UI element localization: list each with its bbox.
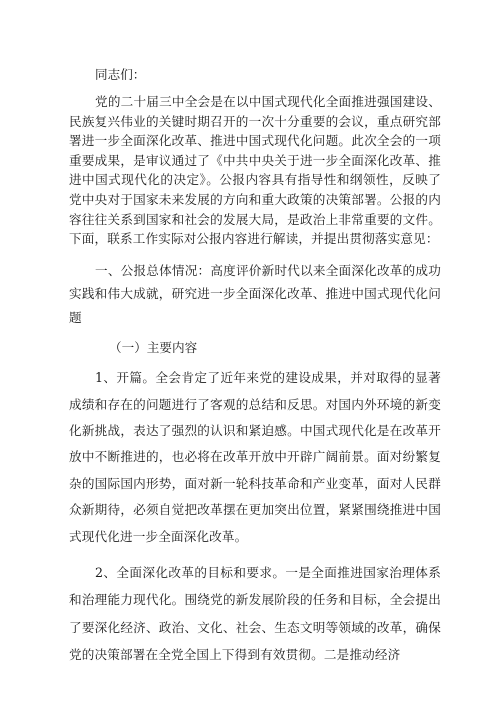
- intro-paragraph: 党的二十届三中全会是在以中国式现代化全面推进强国建设、民族复兴伟业的关键时期召开的一次十分重要的会议，重点研究部署进一步全面深化改革、推进中国式现代化问题。此次全会的一项重要成果，是审议通过了《中共中央关于进一步全面深化改革、推进中国式现代化的决定》。公报内容具有指导性和纲领性，反映了党中央对于国家未来发展的方向和重大政策的决策部署。公报的内容往往关系到国家和社会的发展大局，是政治上非常重要的文件。下面，联系工作实际对公报内容进行解读，并提出贯彻落实意见：: [69, 94, 441, 247]
- section-heading-1: 一、公报总体情况：高度评价新时代以来全面深化改革的成功实践和伟大成就，研究进一步全面深化改革、推进中国式现代化问题: [69, 262, 441, 325]
- item-paragraph-2: 2、全面深化改革的目标和要求。一是全面推进国家治理体系和治理能力现代化。围绕党的新发展阶段的任务和目标，全会提出了要深化经济、政治、文化、社会、生态文明等领域的改革，确保党的决策部署在全党全国上下得到有效贯彻。二是推动经济: [69, 565, 441, 662]
- salutation: 同志们：: [95, 67, 146, 82]
- sub-heading-main-content: （一）主要内容: [109, 340, 198, 356]
- item-paragraph-1: 1、开篇。全会肯定了近年来党的建设成果，并对取得的显著成绩和存在的问题进行了客观的总结和反思。对国内外环境的新变化新挑战，表达了强烈的认识和紧迫感。中国式现代化是在改革开放中不断推进的，也必将在改革开放中开辟广阔前景。面对纷繁复杂的国际国内形势，面对新一轮科技革命和产业变革，面对人民群众新期待，必须自觉把改革摆在更加突出位置，紧紧围绕推进中国式现代化进一步全面深化改革。: [69, 370, 441, 544]
